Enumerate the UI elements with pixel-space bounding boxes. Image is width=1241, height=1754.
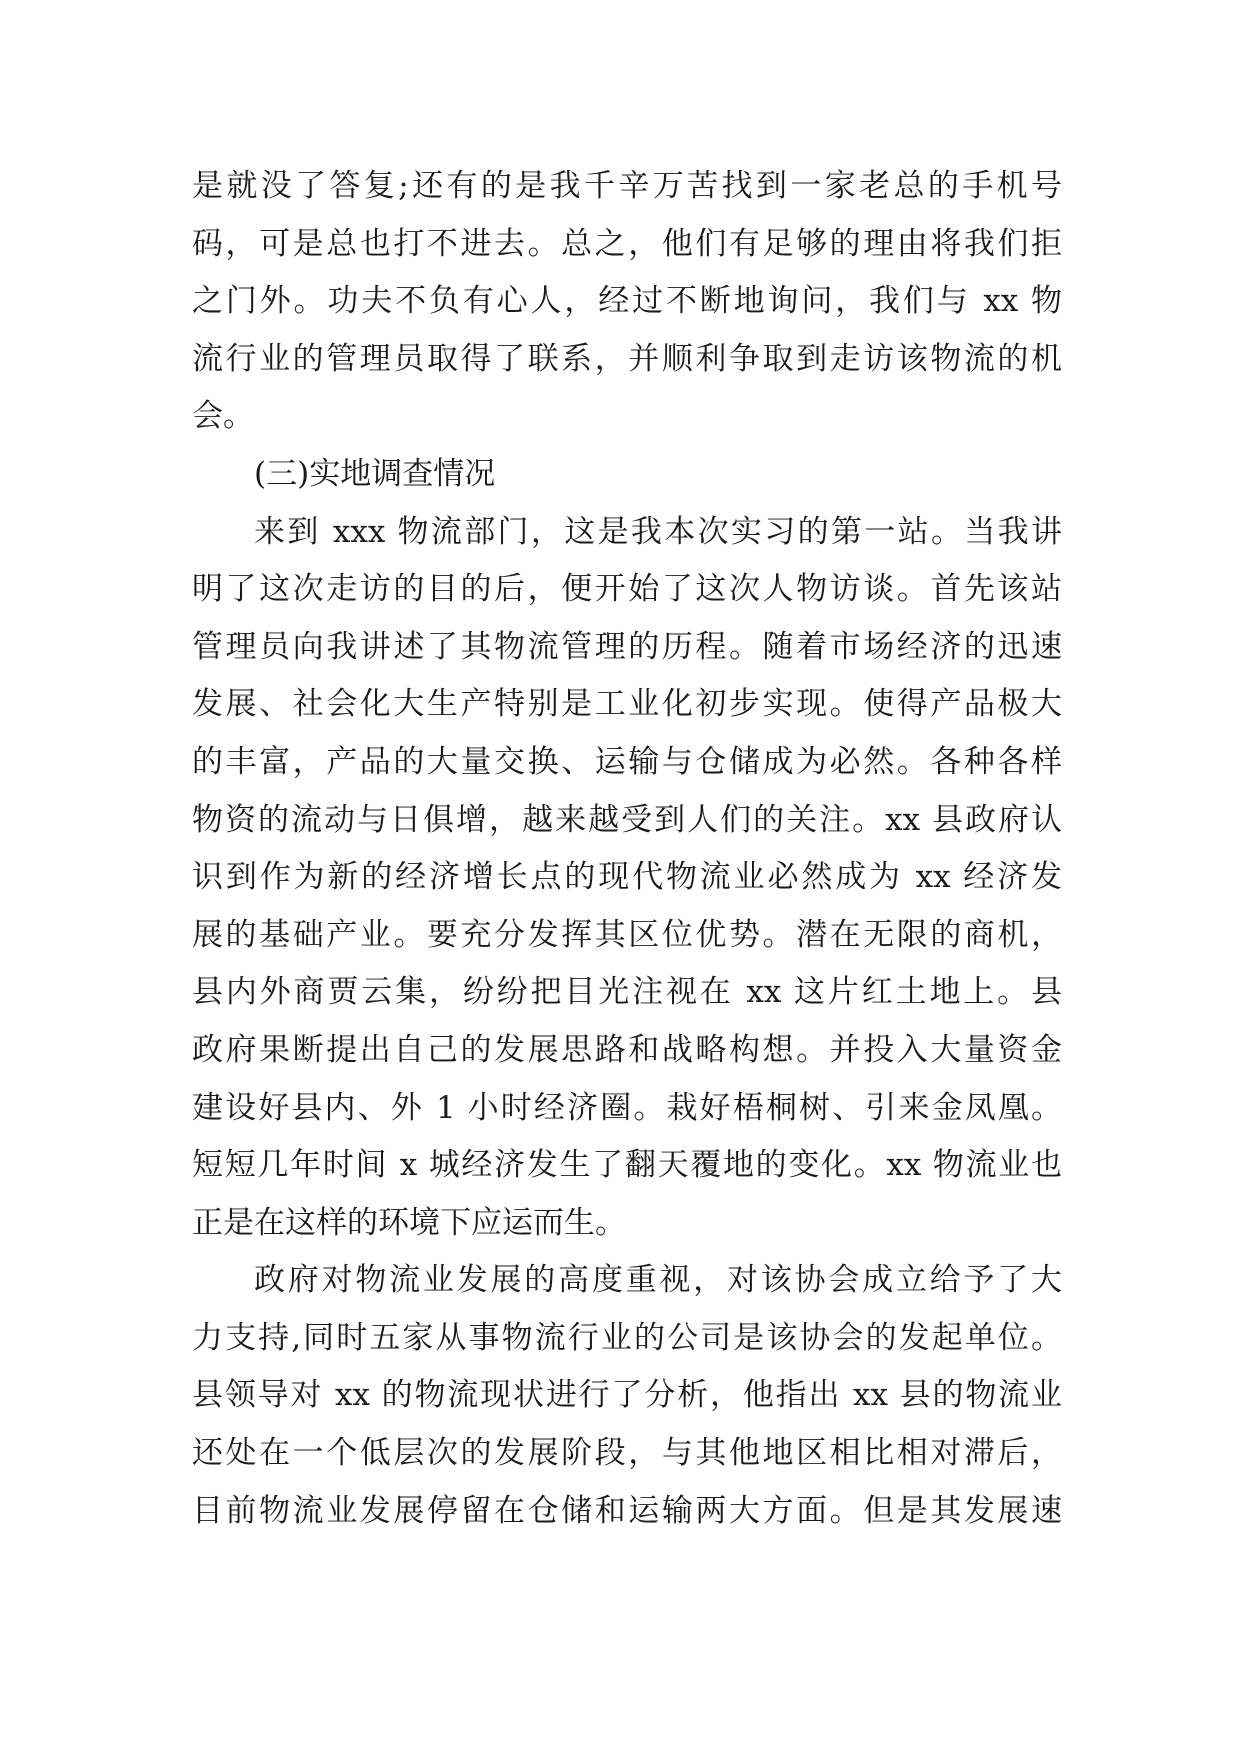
text-line: 政府对物流业发展的高度重视，对该协会成立给予了大 <box>254 1262 1062 1299</box>
text-line: 明了这次走访的目的后，便开始了这次人物访谈。首先该站 <box>192 571 1062 608</box>
text-line: 力支持,同时五家从事物流行业的公司是该协会的发起单位。 <box>192 1319 1062 1356</box>
text-line: 物资的流动与日俱增，越来越受到人们的关注。xx 县政府认 <box>192 801 1062 838</box>
text-line: 正是在这样的环境下应运而生。 <box>192 1204 626 1241</box>
text-line: 的丰富，产品的大量交换、运输与仓储成为必然。各种各样 <box>192 743 1062 780</box>
text-line: 码，可是总也打不进去。总之，他们有足够的理由将我们拒 <box>192 225 1062 262</box>
text-line: 县领导对 xx 的物流现状进行了分析，他指出 xx 县的物流业 <box>192 1377 1062 1414</box>
text-line: 管理员向我讲述了其物流管理的历程。随着市场经济的迅速 <box>192 628 1062 665</box>
text-line: 来到 xxx 物流部门，这是我本次实习的第一站。当我讲 <box>254 513 1062 550</box>
text-line: 政府果断提出自己的发展思路和战略构想。并投入大量资金 <box>192 1031 1062 1068</box>
section-heading: (三)实地调查情况 <box>254 455 496 492</box>
body-text <box>192 158 1062 1540</box>
text-line: 识到作为新的经济增长点的现代物流业必然成为 xx 经济发 <box>192 859 1062 896</box>
text-line: 县内外商贾云集，纷纷把目光注视在 xx 这片红土地上。县 <box>192 974 1062 1011</box>
text-line: 还处在一个低层次的发展阶段，与其他地区相比相对滞后， <box>192 1435 1062 1472</box>
text-line: 建设好县内、外 1 小时经济圈。栽好梧桐树、引来金凤凰。 <box>192 1089 1062 1126</box>
text-line: 会。 <box>192 398 254 435</box>
text-line: 发展、社会化大生产特别是工业化初步实现。使得产品极大 <box>192 686 1062 723</box>
text-line: 是就没了答复;还有的是我千辛万苦找到一家老总的手机号 <box>192 168 1062 204</box>
text-line: 流行业的管理员取得了联系，并顺利争取到走访该物流的机 <box>192 340 1062 377</box>
text-line: 短短几年时间 x 城经济发生了翻天覆地的变化。xx 物流业也 <box>192 1147 1062 1184</box>
text-line: 之门外。功夫不负有心人，经过不断地询问，我们与 xx 物 <box>192 283 1062 320</box>
text-line: 目前物流业发展停留在仓储和运输两大方面。但是其发展速 <box>192 1492 1062 1529</box>
text-line: 展的基础产业。要充分发挥其区位优势。潜在无限的商机， <box>192 916 1062 953</box>
